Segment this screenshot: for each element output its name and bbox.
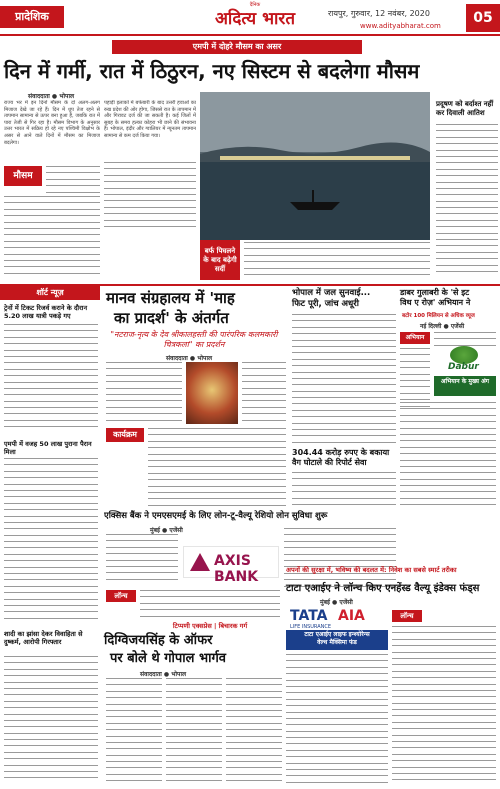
bhopal-subhead-2: वैग घोटाले की रिपोर्ट सेवा (292, 458, 367, 467)
axis-text-2 (140, 590, 280, 620)
brief-title-3: शादी का झांसा देकर विवाहिता से दुष्कर्म, आरोपी गिरफ्तार (4, 630, 83, 646)
photo-caption-text (244, 242, 430, 282)
page-number: 05 (466, 4, 500, 32)
lead-body-col2: पहाड़ी इलाकों में बर्फबारी के बाद उत्तरी हवाओं का रुख प्रदेश की ओर होगा, जिससे रात के तापमान में और गिरावट दर्ज की जा सकती है। कई जिलों में सुबह के समय हल्का कोहरा भी छाने की संभावना है। भोपाल, इंदौर और ग्वालियर में न्यूनतम तापमान सामान्य से कम दर्ज किया गया। (104, 100, 196, 139)
museum-text-3 (148, 428, 286, 506)
brief-text-1 (4, 324, 98, 436)
weather-tag: मौसम (4, 166, 42, 186)
bhopal-subhead-1: 304.44 करोड़ रुपए के बकाया (292, 448, 390, 457)
museum-text-1 (106, 362, 182, 422)
tata-headline: टाटा एआईए ने लॉन्च किए एनहेंस्ड वैल्यू इंडेक्स फंड्स (286, 583, 480, 594)
tata-product-line-2: वेल्थ मैक्सिमा फंड (317, 639, 357, 646)
tata-product-box (286, 630, 388, 650)
tata-aia-logo (286, 606, 382, 628)
tata-banner: अपनों की सुरक्षा में, भविष्य की बदलत में: निवेश का सबसे स्मार्ट तरीका (286, 566, 457, 574)
kalamkari-artwork (186, 362, 238, 424)
tata-wordmark: TATA (290, 608, 328, 624)
brief-text-2 (4, 458, 98, 626)
museum-event-tag: कार्यक्रम (106, 428, 144, 442)
tata-text-2 (286, 654, 388, 786)
dabur-headline-2: विथ ए रोज़' अभियान ने (400, 298, 471, 307)
museum-headline-2: का प्रादर्श' के अंतर्गत (114, 309, 229, 327)
lead-sidebar-text (436, 124, 498, 282)
tata-text-1 (392, 626, 496, 786)
brief-title-1: ट्रेनों में टिकट रिजर्व कराने के दौरान 5.20 लाख यात्री पकड़े गए (4, 304, 88, 320)
axis-text-1 (106, 534, 178, 586)
lead-body-filler-2 (4, 196, 100, 282)
bhopal-text-2 (292, 472, 396, 508)
axis-dateline: मुंबई ● एजेंसी (150, 527, 183, 534)
lead-body-filler-1 (46, 166, 100, 196)
lead-photo (200, 92, 430, 240)
axis-launch-tag: लॉन्च (106, 590, 136, 602)
section-tag: प्रादेशिक (0, 6, 64, 28)
bhopal-headline-2: फिट पूरी, जांच अधूरी (292, 299, 359, 309)
digvijay-byline: संवाददाता ● भोपाल (140, 671, 187, 678)
lead-body-col1: राज्य भर में इन दिनों मौसम के दो अलग-अलग मिजाज देखे जा रहे हैं। दिन में धूप तेज रहने से तापमान सामान्य से ऊपर बना हुआ है, जबकि रात में पारा तेजी से गिर रहा है। मौसम विभाग के अनुसार उत्तर भारत में सक्रिय हो रहे नए पश्चिमी विक्षोभ के असर से आने वाले दिनों में मौसम का मिजाज बदलेगा। (4, 100, 100, 146)
digvijay-text-1 (106, 678, 162, 786)
bhopal-headline-1: भोपाल में जल सुनवाई... (292, 288, 371, 298)
axis-bank-logo (183, 546, 279, 585)
masthead (0, 0, 500, 36)
dabur-logo (434, 346, 496, 374)
axis-triangle-icon (190, 553, 210, 571)
tata-product-line-1: टाटा एआईए लाइफ इन्श्योरेन्स (304, 631, 370, 638)
lake-scene-illustration (200, 92, 430, 240)
lead-sidebar-title: प्रदूषण को बर्दाश्त नहीं कर दिवाली आतिश (436, 100, 494, 117)
short-news-header: शॉर्ट न्यूज़ (0, 286, 100, 300)
lead-byline: संवाददाता ● भोपाल (28, 93, 75, 100)
digvijay-kicker: टिप्पणी एक्सप्रेस | बिचारक गर्ग (172, 622, 248, 630)
dabur-subhead: बटोर 100 मिलियन से अधिक व्यूज (402, 313, 475, 319)
tata-dateline: मुंबई ● एजेंसी (320, 599, 353, 606)
axis-wordmark: AXIS BANK (214, 553, 259, 585)
dabur-text-3 (400, 402, 496, 508)
dabur-campaign-tag: अभियान (400, 332, 430, 344)
digvijay-text-3 (226, 678, 282, 786)
logo-text: अदित्य भारत (214, 9, 296, 29)
photo-caption-tag: बर्फ पिघलने के बाद बढ़ेगी सर्दी (200, 240, 240, 280)
lead-body-filler-3 (104, 162, 196, 232)
museum-text-2 (242, 362, 286, 422)
museum-headline-1: मानव संग्रहालय में 'माह (106, 289, 235, 307)
bhopal-text-1 (292, 314, 396, 444)
dabur-wordmark: Dabur (448, 362, 479, 372)
digvijay-headline-2: पर बोले थे गोपाल भार्गव (110, 651, 227, 666)
dabur-text-2 (400, 348, 430, 408)
digvijay-headline-1: दिग्विजयसिंह के ऑफर (104, 633, 213, 648)
museum-quote: "नटराज-नृत्य के देव श्रीकालहस्ती की पारंपरिक कलमकारी चित्रकला" का प्रदर्शन (110, 330, 278, 349)
dabur-brand-caption: अभियान के मुख्य अंग (434, 376, 496, 396)
logo-tagline: दैनिक (249, 2, 261, 8)
masthead-dateline: रायपुर, गुरुवार, 12 नवंबर, 2020 (328, 9, 430, 18)
digvijay-text-2 (166, 678, 222, 786)
dabur-dateline: नई दिल्ली ● एजेंसी (420, 323, 465, 330)
brief-title-2: एमपी में वजह 50 लाख पुराना पैरान मिला (4, 440, 92, 456)
lead-headline: दिन में गर्मी, रात में ठिठुरन, नए सिस्टम से बदलेगा मौसम (4, 59, 420, 83)
lead-kicker: एमपी में दोहरे मौसम का असर (112, 40, 362, 54)
museum-byline: संवाददाता ● भोपाल (166, 355, 213, 362)
life-insurance-label: LIFE INSURANCE (290, 624, 332, 630)
brief-text-3 (4, 656, 98, 786)
dabur-headline-1: डाबर गुलाबरी के 'से इट (400, 288, 470, 297)
newspaper-logo (200, 2, 310, 32)
website-link[interactable]: www.adityabharat.com (360, 22, 441, 30)
tata-launch-tag: लॉन्च (392, 610, 422, 622)
aia-wordmark: AIA (338, 608, 365, 624)
axis-headline: एक्सिस बैंक ने एमएसएमई के लिए लोन-टू-वैल्यू रेशियो लोन सुविधा शुरू (104, 511, 328, 521)
